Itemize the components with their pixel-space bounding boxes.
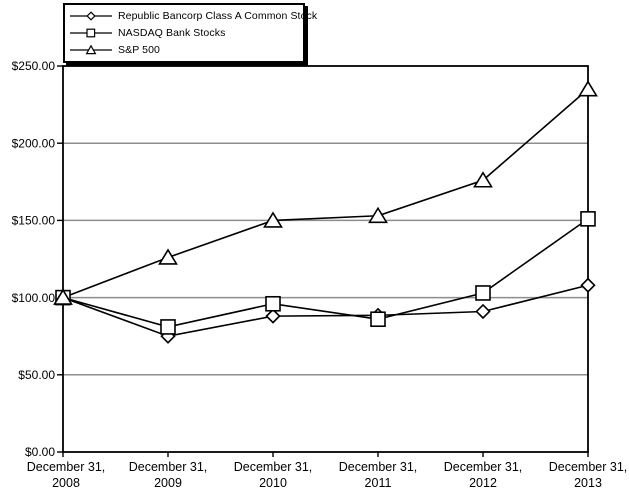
legend-item-republic-bancorp (70, 8, 318, 25)
square-marker-icon (70, 28, 112, 38)
legend-label-sp500: S&P 500 (118, 43, 160, 56)
y-tick-label: $0.00 (24, 445, 55, 460)
legend-label-nasdaq-bank-stocks: NASDAQ Bank Stocks (118, 27, 226, 39)
y-tick-label: $150.00 (11, 213, 55, 228)
x-tick-label-line1: December 31, (128, 460, 208, 474)
x-tick-label-line2: 2009 (154, 476, 182, 490)
triangle-marker-icon (70, 45, 112, 55)
y-tick-label: $250.00 (11, 59, 55, 74)
x-tick-label-line2: 2012 (469, 476, 497, 490)
diamond-marker-icon (70, 11, 112, 21)
x-tick-label-line1: December 31, (443, 460, 523, 474)
plot-background (63, 66, 588, 452)
data-marker-square (581, 212, 595, 226)
x-tick-label-line1: December 31, (338, 460, 418, 474)
data-marker-square (266, 297, 280, 311)
y-tick-label: $100.00 (11, 290, 55, 305)
x-tick-label-line2: 2013 (574, 476, 602, 490)
x-tick-label-line1: December 31, (26, 460, 106, 474)
x-tick-label-line1: December 31, (233, 460, 313, 474)
data-marker-square (476, 286, 490, 300)
data-marker-square (161, 320, 175, 334)
x-tick-label-line2: 2008 (52, 476, 80, 490)
legend-item-nasdaq-bank-stocks (70, 25, 299, 42)
y-tick-label: $50.00 (18, 368, 55, 382)
legend-item-sp500 (70, 41, 299, 58)
legend-label-republic-bancorp: Republic Bancorp Class A Common Stock (118, 10, 318, 23)
x-tick-label-line1: December 31, (548, 460, 628, 474)
y-tick-label: $200.00 (11, 136, 55, 151)
chart-legend (63, 3, 318, 63)
data-marker-square (371, 312, 385, 326)
x-tick-label-line2: 2010 (259, 476, 287, 490)
x-tick-label-line2: 2011 (364, 476, 392, 490)
